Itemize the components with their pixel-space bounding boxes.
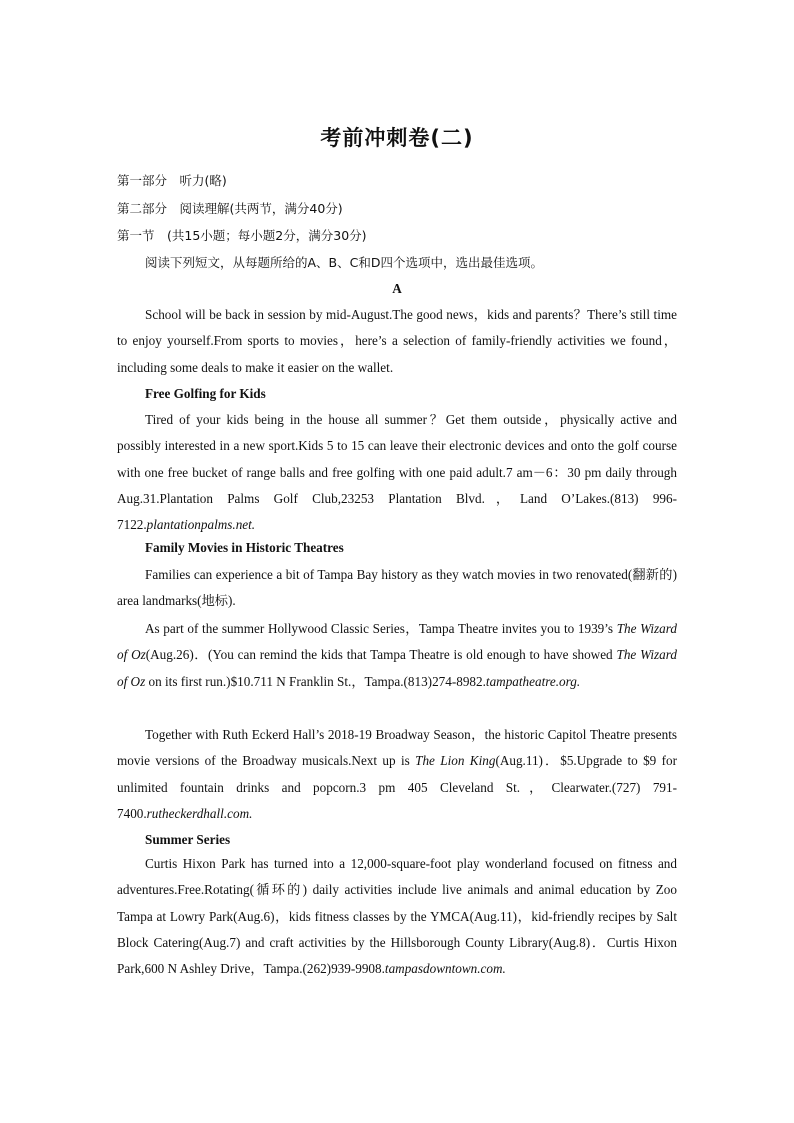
summer-series-heading: Summer Series <box>145 832 231 847</box>
movies-heading: Family Movies in Historic Theatres <box>145 540 344 555</box>
tampa-theatre-paragraph <box>117 616 677 695</box>
capitol-theatre-text-a: Together with Ruth Eckerd Hall’s 2018-19 Broadway Season，the historic Capitol Theatre presents movie versions of the Broadway musicals.Next up is <box>117 727 677 769</box>
summer-series-paragraph <box>117 851 677 982</box>
section-one-label: 第一节 (共15小题；每小题2分，满分30分) <box>117 228 367 243</box>
tampa-theatre-website-link: tampatheatre.org. <box>485 673 581 689</box>
page-title: 考前冲刺卷(二) <box>320 126 474 150</box>
passage-label: A <box>392 281 402 296</box>
part-two-label: 第二部分 阅读理解(共两节，满分40分) <box>117 201 343 216</box>
tampa-theatre-text-a: As part of the summer Hollywood Classic Series，Tampa Theatre invites you to 1939’s <box>145 621 617 636</box>
film-title: The Lion King <box>415 753 496 769</box>
tampa-theatre-text-c: on its first run.)$10.711 N Franklin St.，Tampa.(813)274-8982. <box>145 673 486 689</box>
intro-paragraph: School will be back in session by mid-August.The good news，kids and parents？There’s still time to enjoy yourself.From sports to movies，here’s a selection of family-friendly activities we found，including some deals to make it easier on the wallet. <box>117 307 677 375</box>
capitol-theatre-text-b: (Aug.11)．$5.Upgrade to $9 for unlimited fountain drinks and popcorn.3 pm 405 Cleveland St.，Clearwater.(727) 791-7400. <box>117 753 677 821</box>
film-title: The Wizard of Oz <box>117 621 677 663</box>
instruction-text: 阅读下列短文，从每题所给的A、B、C和D四个选项中，选出最佳选项。 <box>145 255 543 270</box>
golf-heading: Free Golfing for Kids <box>145 386 266 401</box>
movies-intro-paragraph: Families can experience a bit of Tampa Bay history as they watch movies in two renovated(翻新的) area landmarks(地标). <box>117 567 677 609</box>
part-one-label: 第一部分 听力(略) <box>117 173 227 188</box>
golf-website-link: plantationpalms.net. <box>146 517 256 533</box>
film-title: The Wizard of Oz <box>117 647 677 689</box>
golf-text: Tired of your kids being in the house all summer？Get them outside，physically active and possibly interested in a new sport.Kids 5 to 15 can leave their electronic devices and onto the golf course with one free bucket of range balls and free golfing with one paid adult.7 am－6：30 pm daily through Aug.31.Plantation Palms Golf Club,23253 Plantation Blvd.，Land O’Lakes.(813) 996-7122. <box>117 412 677 533</box>
capitol-theatre-paragraph <box>117 722 677 827</box>
golf-paragraph <box>117 407 677 538</box>
tampa-downtown-website-link: tampasdowntown.com. <box>384 961 506 977</box>
tampa-theatre-text-b: (Aug.26)．(You can remind the kids that Tampa Theatre is old enough to have showed <box>145 647 617 663</box>
ruth-eckerd-website-link: rutheckerdhall.com. <box>146 805 253 821</box>
summer-series-text: Curtis Hixon Park has turned into a 12,000-square-foot play wonderland focused on fitness and adventures.Free.Rotating(循环的) daily activities include live animals and animal education by Zoo Tampa at Lowry Park(Aug.6)，kids fitness classes by the YMCA(Aug.11)，kid-friendly recipes by Salt Block Catering(Aug.7) and craft activities by the Hillsborough County Library(Aug.8)．Curtis Hixon Park,600 N Ashley Drive，Tampa.(262)939-9908. <box>117 856 677 977</box>
